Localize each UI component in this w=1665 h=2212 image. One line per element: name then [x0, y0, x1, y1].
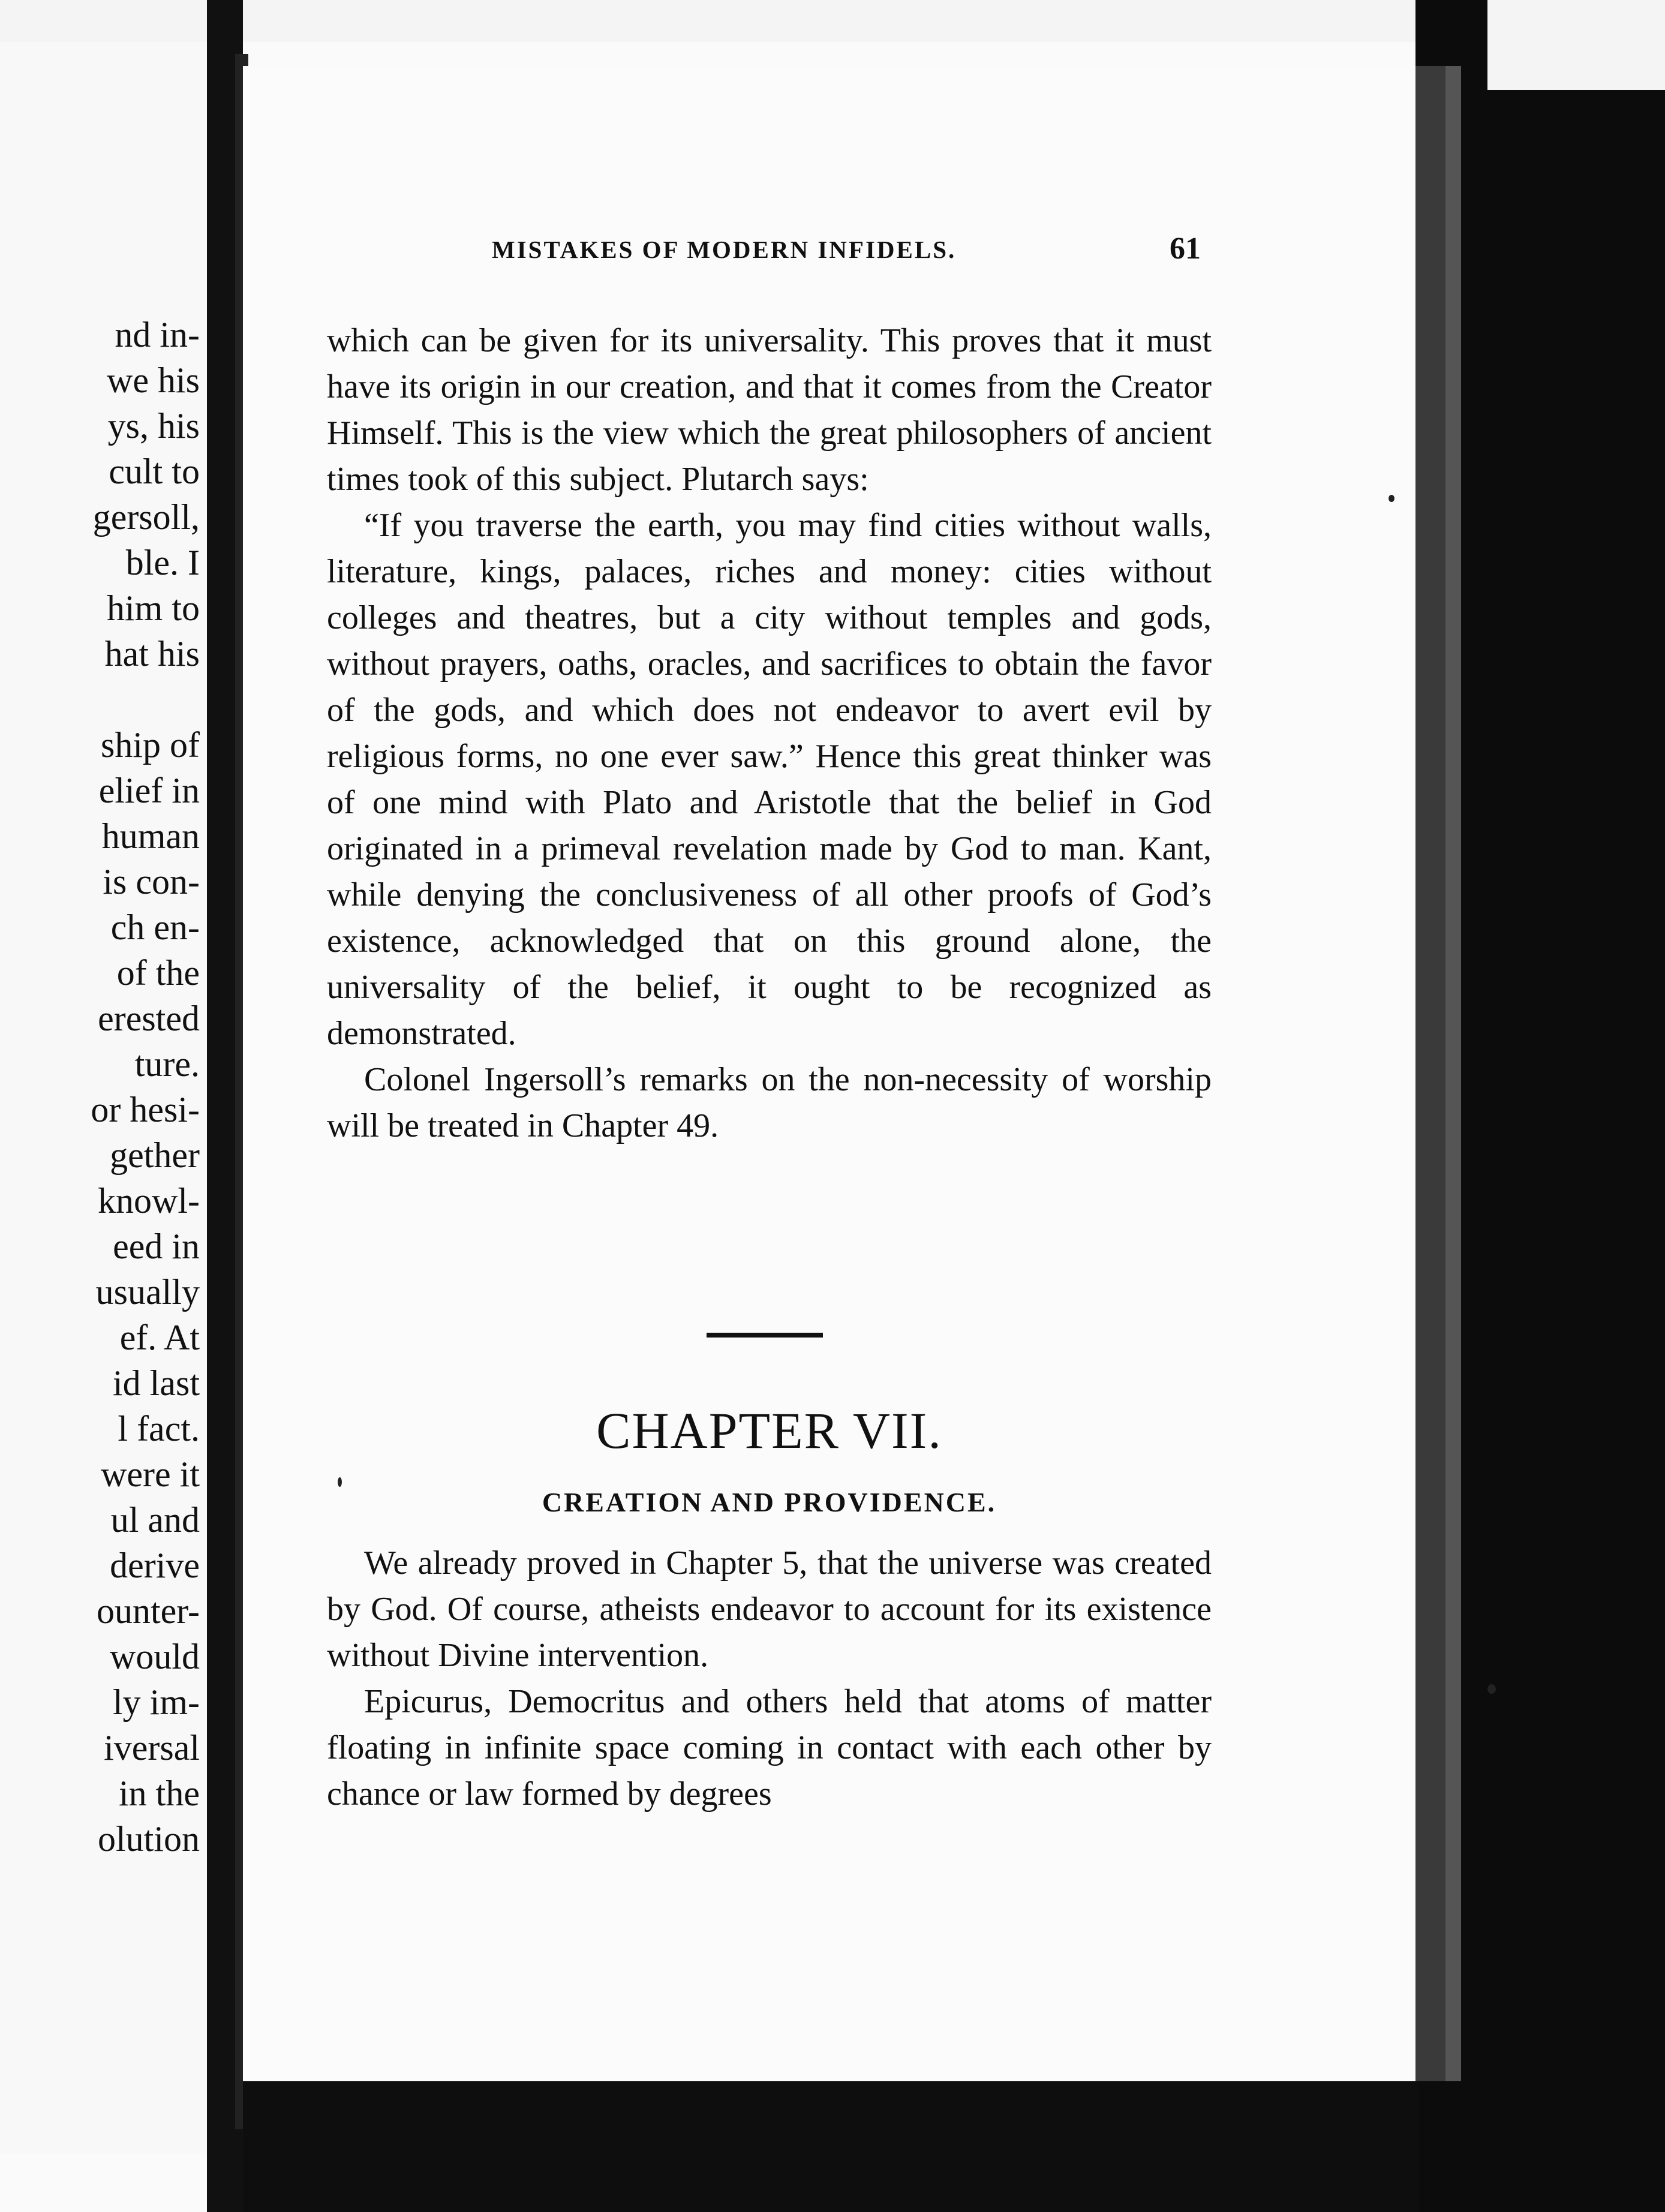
scan-bottom-background — [243, 2081, 1418, 2212]
chapter-title: CHAPTER VII. — [596, 1402, 942, 1459]
left-line: ch en- — [110, 907, 200, 947]
left-line: iversal — [104, 1728, 200, 1768]
paragraph: Epicurus, Democritus and others held that atoms of matter floating in infinite space coming in contact with each other by chance or law formed by degrees — [327, 1683, 1212, 1813]
chapter-subtitle: CREATION AND PROVIDENCE. — [542, 1487, 997, 1517]
section-divider-rule — [707, 1333, 823, 1338]
left-line: eed in — [113, 1227, 200, 1266]
running-head: MISTAKES OF MODERN INFIDELS. — [492, 236, 957, 263]
left-line: were it — [101, 1454, 200, 1494]
page-number: 61 — [1170, 232, 1201, 266]
left-line: erested — [98, 999, 200, 1038]
left-line: human — [101, 816, 200, 856]
left-line: cult to — [109, 452, 200, 491]
scan-speck — [1388, 495, 1394, 502]
left-line: ef. At — [119, 1318, 200, 1357]
scan-speck — [338, 1477, 342, 1487]
left-line: ly im- — [113, 1682, 200, 1722]
paragraph: Colonel Ingersoll’s remarks on the non-necessity of worship will be treated in Chapter 49. — [327, 1061, 1212, 1144]
left-line: ul and — [110, 1500, 200, 1540]
scan-corner — [1487, 0, 1665, 90]
left-line: hat his — [104, 634, 200, 674]
left-page-lines — [91, 312, 200, 1862]
paragraph-quote: “If you traverse the earth, you may find cities without walls, literature, kings, palaces, riches and money: cities without colleges and theatres, but a city without temples and gods, without prayers, oaths, oracles, and sacrifices to obtain the favor of the gods, and which does not endeavor to avert evil by religious forms, no one ever saw.” Hence this great thinker was of one mind with Plato and Aristotle that the belief in God originated in a primeval revelation made by God to man. Kant, while denying the conclusiveness of all other proofs of God’s existence, acknowledged that on this ground alone, the universality of the belief, it ought to be recognized as demonstrated. — [327, 507, 1212, 1052]
left-line: ture. — [134, 1044, 200, 1084]
chapter-body — [327, 1540, 1212, 1817]
left-line: ounter- — [96, 1591, 200, 1631]
left-line: knowl- — [98, 1181, 200, 1221]
left-line: usually — [95, 1272, 200, 1312]
left-line: him to — [106, 588, 200, 628]
page-edge-stack-inner — [1445, 66, 1461, 2081]
paragraph: We already proved in Chapter 5, that the universe was created by God. Of course, atheists endeavor to account for its existence without Divine intervention. — [327, 1544, 1212, 1674]
left-line: gether — [110, 1135, 200, 1175]
left-line: or hesi- — [91, 1090, 200, 1129]
left-line: l fact. — [118, 1409, 200, 1448]
left-line: ble. I — [125, 543, 200, 582]
left-line: elief in — [98, 771, 200, 810]
left-page-fragment — [0, 42, 207, 2153]
left-line: nd in- — [115, 315, 200, 354]
left-line: would — [110, 1637, 200, 1676]
left-line: olution — [97, 1819, 200, 1859]
left-line: is con- — [103, 862, 200, 901]
left-line-gap — [91, 677, 200, 722]
body-text — [327, 318, 1212, 1149]
left-line: in the — [119, 1774, 200, 1813]
left-line: derive — [110, 1546, 200, 1585]
left-line: of the — [116, 953, 200, 993]
left-line: id last — [113, 1363, 200, 1403]
left-line: gersoll, — [92, 497, 200, 537]
paragraph: which can be given for its universality. This proves that it must have its origin in our creation, and that it comes from the Creator Himself. This is the view which the great philosophers of ancient times took of this subject. Plutarch says: — [327, 322, 1212, 498]
left-line: ship of — [101, 725, 200, 765]
left-line: we his — [107, 360, 200, 400]
left-line: ys, his — [107, 406, 200, 446]
page-edge-stack — [1415, 66, 1445, 2081]
scan-speck — [1487, 1684, 1496, 1694]
